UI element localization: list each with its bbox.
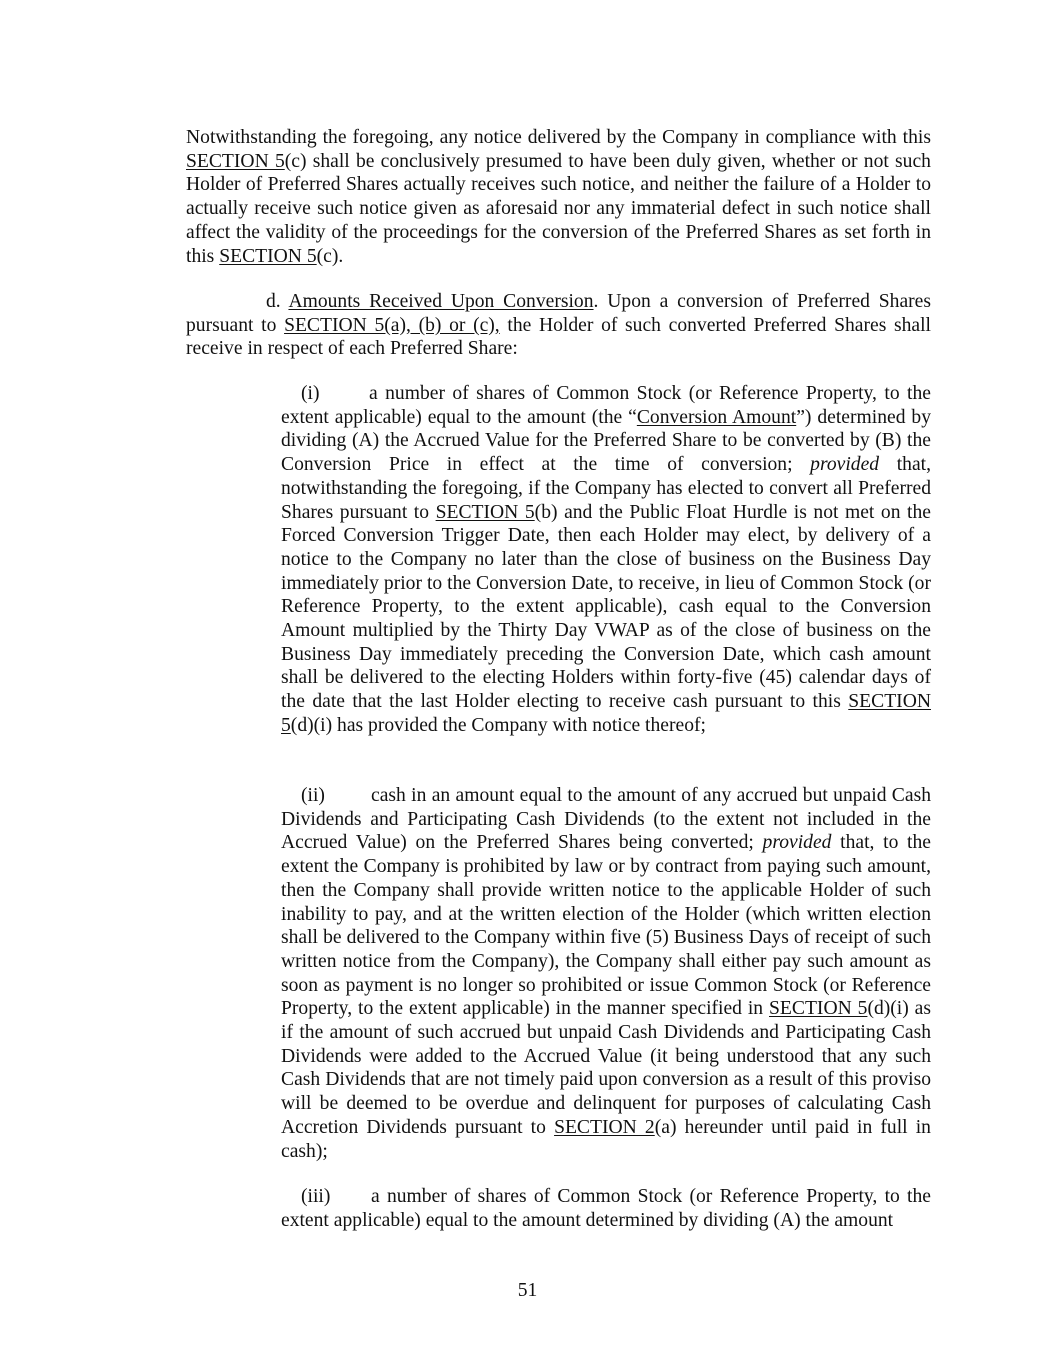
item-ii-label: (ii): [301, 785, 325, 806]
section-reference: SECTION 5: [219, 245, 317, 267]
defined-term: Conversion Amount: [636, 406, 797, 428]
paragraph-notice-presumption: Notwithstanding the foregoing, any notice delivered by the Company in compliance with this SECTION 5(c) shall be conclusively presumed to have been duly given, whether or not such Holder of Preferred Shares actually receives such notice, and neither the failure of a Holder to actually receive such notice given as aforesaid nor any immaterial defect in such notice shall affect the validity of the proceedings for the conversion of the Preferred Shares as set forth in this SECTION 5(c).: [186, 127, 931, 267]
item-i-label: (i): [301, 383, 320, 404]
page-number: 51: [517, 1280, 538, 1301]
section-reference: SECTION 2: [554, 1116, 655, 1138]
item-iii-paragraph: (iii) a number of shares of Common Stock (or Reference Property, to the extent applicable) equal to the amount determined by dividing (A) the amount: [281, 1186, 931, 1231]
section-d-letter: d.: [266, 291, 289, 312]
section-d-paragraph: d. Amounts Received Upon Conversion. Upon a conversion of Preferred Shares pursuant to SECTION 5(a), (b) or (c), the Holder of such converted Preferred Shares shall receive in respect of each Preferred Share:: [186, 291, 932, 360]
proviso-term: provided: [810, 454, 880, 476]
section-reference: SECTION 5: [281, 691, 931, 736]
item-ii-paragraph: (ii) cash in an amount equal to the amount of any accrued but unpaid Cash Dividends and Participating Cash Dividends (to the extent not included in the Accrued Value) on the Preferred Shares being converted; provided that, to the extent the Company is prohibited by law or by contract from paying such amount, then the Company shall provide written notice to the applicable Holder of such inability to pay, and at the written election of the Holder (which written election shall be delivered to the Company within five (5) Business Days of receipt of such written notice from the Company), the Company shall either pay such amount as soon as payment is no longer so prohibited or issue Common Stock (or Reference Property, to the extent applicable) in the manner specified in SECTION 5(d)(i) as if the amount of such accrued but unpaid Cash Dividends and Participating Cash Dividends were added to the Accrued Value (it being understood that any such Cash Dividends that are not timely paid upon conversion as a result of this proviso will be deemed to be overdue and delinquent for purposes of calculating Cash Accretion Dividends pursuant to SECTION 2(a) hereunder until paid in full in cash);: [281, 785, 931, 1162]
item-i-paragraph: (i) a number of shares of Common Stock (or Reference Property, to the extent applicable) equal to the amount (the “Conversion Amount”) determined by dividing (A) the Accrued Value for the Preferred Share to be converted by (B) the Conversion Price in effect at the time of conversion; provided that, notwithstanding the foregoing, if the Company has elected to convert all Preferred Shares pursuant to SECTION 5(b) and the Public Float Hurdle is not met on the Forced Conversion Trigger Date, then each Holder may elect, by delivery of a notice to the Company no later than the close of business on the Business Day immediately prior to the Conversion Date, to receive, in lieu of Common Stock (or Reference Property, to the extent applicable), cash equal to the Conversion Amount multiplied by the Thirty Day VWAP as of the close of business on the Business Day immediately preceding the Conversion Date, which cash amount shall be delivered to the electing Holders within forty-five (45) calendar days of the date that the last Holder electing to receive cash pursuant to this SECTION 5(d)(i) has provided the Company with notice thereof;: [281, 383, 932, 736]
section-reference: SECTION 5(a), (b) or (c),: [284, 314, 500, 336]
item-iii-label: (iii): [301, 1186, 331, 1207]
section-reference: SECTION 5: [435, 501, 535, 523]
section-reference: SECTION 5: [186, 150, 285, 172]
section-reference: SECTION 5: [769, 998, 868, 1020]
proviso-term: provided: [762, 832, 832, 854]
section-d-heading: Amounts Received Upon Conversion: [288, 291, 594, 312]
